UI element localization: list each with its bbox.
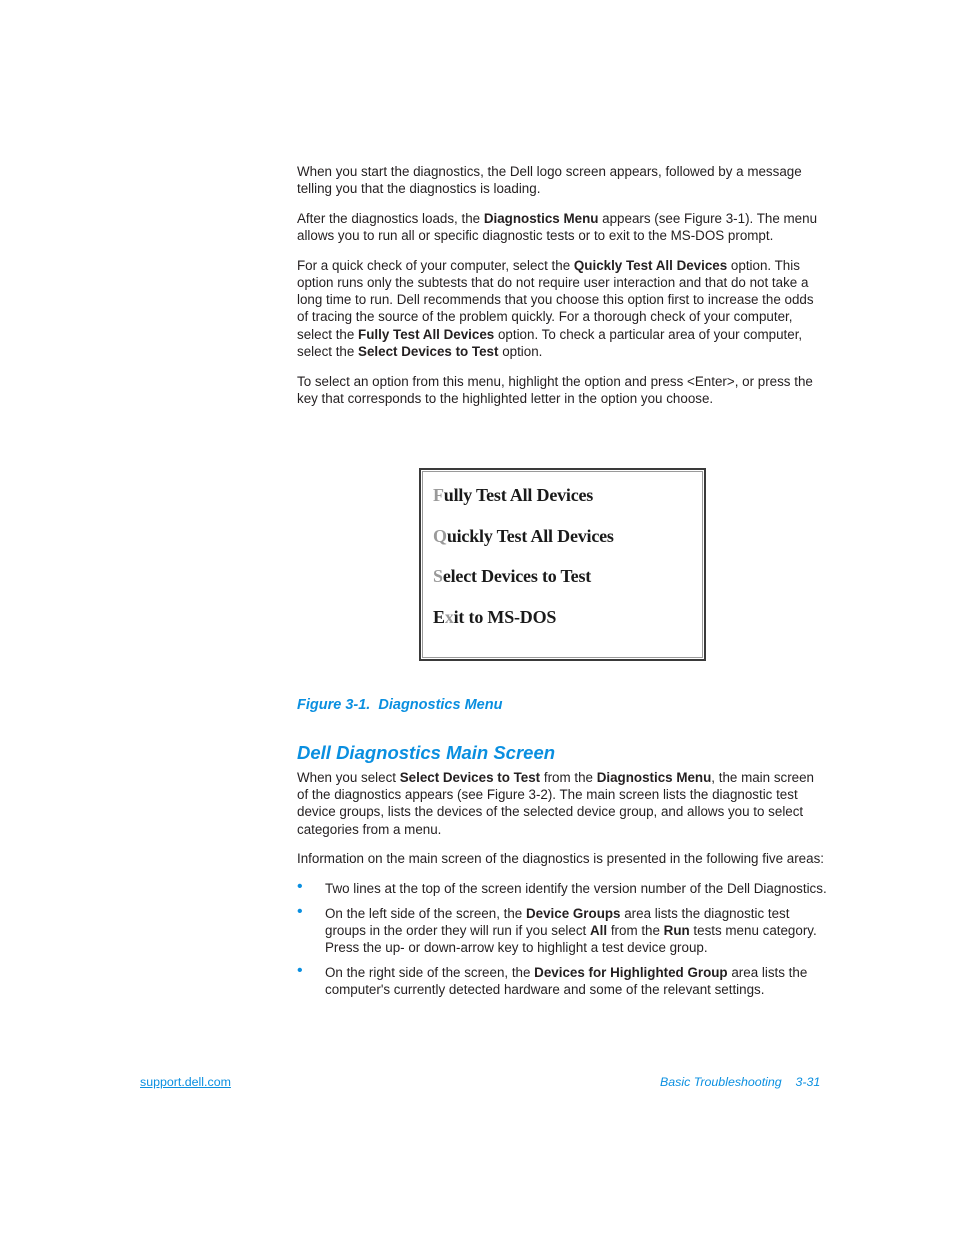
menu-item-quickly-test: Quickly Test All Devices xyxy=(433,526,614,546)
bullet-icon: • xyxy=(297,902,303,920)
bullet-icon: • xyxy=(297,878,303,896)
bullet-icon: • xyxy=(297,961,303,979)
support-link[interactable]: support.dell.com xyxy=(140,1075,231,1089)
areas-list xyxy=(297,880,827,998)
main-screen-paragraph: When you select Select Devices to Test from the Diagnostics Menu, the main screen of the diagnostics appears (see Figure 3-2). The main screen lists the diagnostic test device groups, lists the devices of the selected device group, and allows you to select categories from a menu. xyxy=(297,770,815,837)
menu-item-exit: Exit to MS-DOS xyxy=(433,607,557,627)
section-body xyxy=(297,769,827,1006)
menu-paragraph: After the diagnostics loads, the Diagnostics Menu appears (see Figure 3-1). The menu allows you to run all or specific diagnostic tests or to exit to the MS-DOS prompt. xyxy=(297,210,818,244)
list-item: • Two lines at the top of the screen identify the version number of the Dell Diagnostics. xyxy=(297,878,827,897)
list-item: • On the left side of the screen, the Device Groups area lists the diagnostic test groups in the order they will run if you select All from the Run tests menu category. Press the up- or down-arrow key to highlight a test device group. xyxy=(297,902,817,956)
select-paragraph: To select an option from this menu, highlight the option and press <Enter>, or press the key that corresponds to the highlighted letter in the option you choose. xyxy=(297,373,813,406)
list-item: • On the right side of the screen, the Devices for Highlighted Group area lists the computer's currently detected hardware and some of the relevant settings. xyxy=(297,961,808,998)
intro-paragraph: When you start the diagnostics, the Dell logo screen appears, followed by a message telling you that the diagnostics is loading. xyxy=(297,164,802,197)
page-footer-label: Basic Troubleshooting 3-31 xyxy=(660,1075,821,1089)
options-paragraph: For a quick check of your computer, select the Quickly Test All Devices option. This option runs only the subtests that do not require user interaction and that do not take a long time to run. Dell recommends that you choose this option first to increase the odds of tracing the source of the problem quickly. For a thorough check of your computer, select the Fully Test All Devices option. To check a particular area of your computer, select the Select Devices to Test option. xyxy=(297,257,814,359)
figure-caption: Figure 3-1. Diagnostics Menu xyxy=(297,697,503,713)
section-heading: Dell Diagnostics Main Screen xyxy=(297,742,556,763)
menu-item-select-devices: Select Devices to Test xyxy=(433,566,592,586)
diagnostics-menu-figure xyxy=(419,468,706,661)
areas-paragraph: Information on the main screen of the diagnostics is presented in the following five areas: xyxy=(297,851,824,867)
menu-item-fully-test: Fully Test All Devices xyxy=(433,485,594,505)
body-text xyxy=(297,163,827,419)
